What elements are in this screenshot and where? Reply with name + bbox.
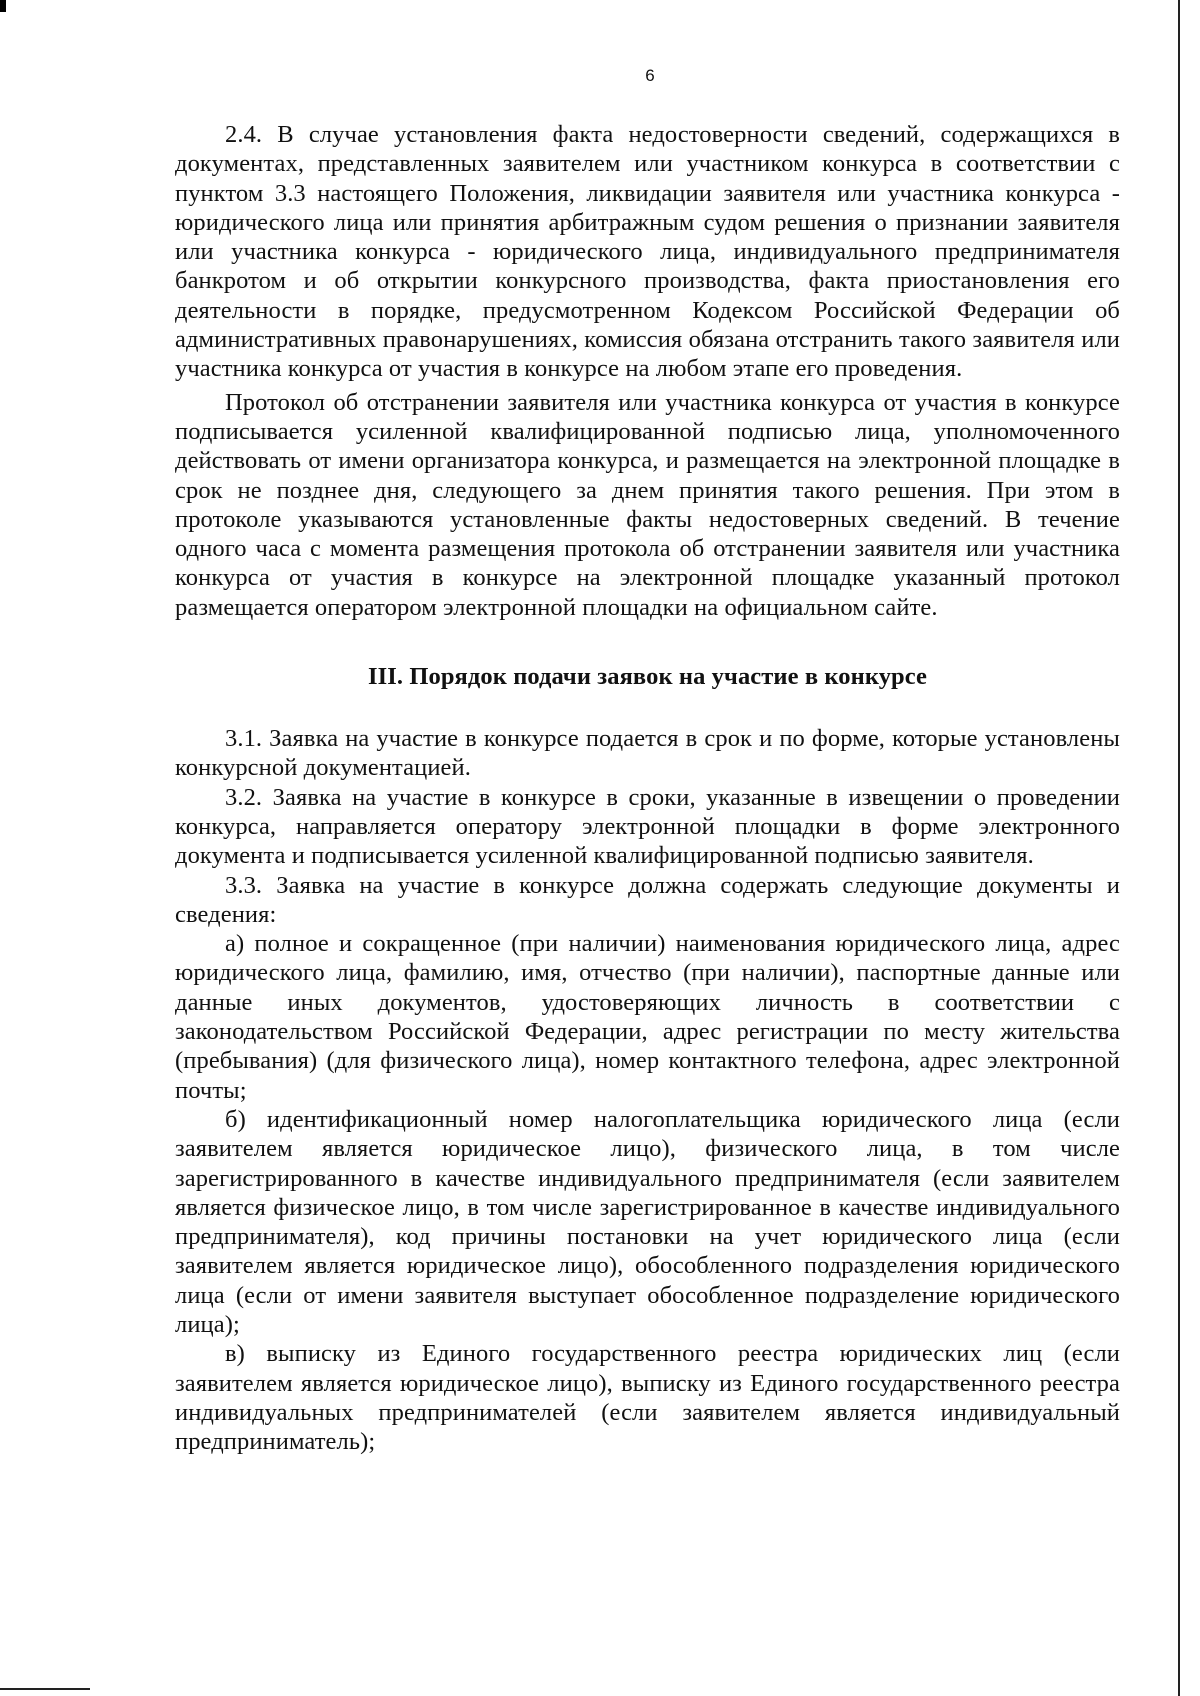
paragraph-3-2: 3.2. Заявка на участие в конкурсе в сроки, указанные в извещении о проведении конкурса, направляется оператору электронной площадки в форме электронного документа и подписывается усиленной квалифицированной подписью заявителя. xyxy=(175,783,1120,870)
paragraph-protocol: Протокол об отстранении заявителя или участника конкурса от участия в конкурсе подписывается усиленной квалифицированной подписью лица, уполномоченного действовать от имени организатора конкурса, и размещается на электронной площадке в срок не позднее дня, следующего за днем принятия такого решения. При этом в протоколе указываются установленные факты недостоверных сведений. В течение одного часа с момента размещения протокола об отстранении заявителя или участника конкурса от участия в конкурсе на электронной площадке указанный протокол размещается оператором электронной площадки на официальном сайте. xyxy=(175,388,1120,621)
paragraph-3-3: 3.3. Заявка на участие в конкурсе должна содержать следующие документы и сведения: xyxy=(175,871,1120,928)
scan-page-edge xyxy=(1178,0,1180,1696)
scan-edge-mark xyxy=(0,0,6,12)
page-number: 6 xyxy=(645,66,655,85)
section-heading: III. Порядок подачи заявок на участие в конкурсе xyxy=(367,663,928,691)
list-item-v: в) выписку из Единого государственного реестра юридических лиц (если заявителем является юридическое лицо), выписку из Единого государственного реестра индивидуальных предпринимателей (если заявителем является индивидуальный предприниматель); xyxy=(175,1340,1120,1456)
list-item-b: б) идентификационный номер налогоплательщика юридического лица (если заявителем является юридическое лицо), физического лица, в том числе зарегистрированного в качестве индивидуального предпринимателя (если заявителем является физическое лицо, в том числе зарегистрированное в качестве индивидуального предпринимателя), код причины постановки на учет юридического лица (если заявителем является юридическое лицо), обособленного подразделения юридического лица (если от имени заявителя выступает обособленное подразделение юридического лица); xyxy=(175,1105,1120,1338)
list-item-a: а) полное и сокращенное (при наличии) наименования юридического лица, адрес юридического лица, фамилию, имя, отчество (при наличии), паспортные данные или данные иных документов, удостоверяющих личность в соответствии с законодательством Российской Федерации, адрес регистрации по месту жительства (пребывания) (для физического лица), номер контактного телефона, адрес электронной почты; xyxy=(175,930,1120,1104)
paragraph-3-1: 3.1. Заявка на участие в конкурсе подается в срок и по форме, которые установлены конкурсной документацией. xyxy=(175,725,1120,782)
document-body xyxy=(175,120,1120,1456)
paragraph-2-4: 2.4. В случае установления факта недостоверности сведений, содержащихся в документах, представленных заявителем или участником конкурса в соответствии с пунктом 3.3 настоящего Положения, ликвидации заявителя или участника конкурса - юридического лица или принятия арбитражным судом решения о признании заявителя или участника конкурса - юридического лица, индивидуального предпринимателя банкротом и об открытии конкурсного производства, факта приостановления его деятельности в порядке, предусмотренном Кодексом Российской Федерации об административных правонарушениях, комиссия обязана отстранить такого заявителя или участника конкурса от участия в конкурсе на любом этапе его проведения. xyxy=(175,121,1120,383)
scan-edge-mark xyxy=(0,1688,90,1690)
